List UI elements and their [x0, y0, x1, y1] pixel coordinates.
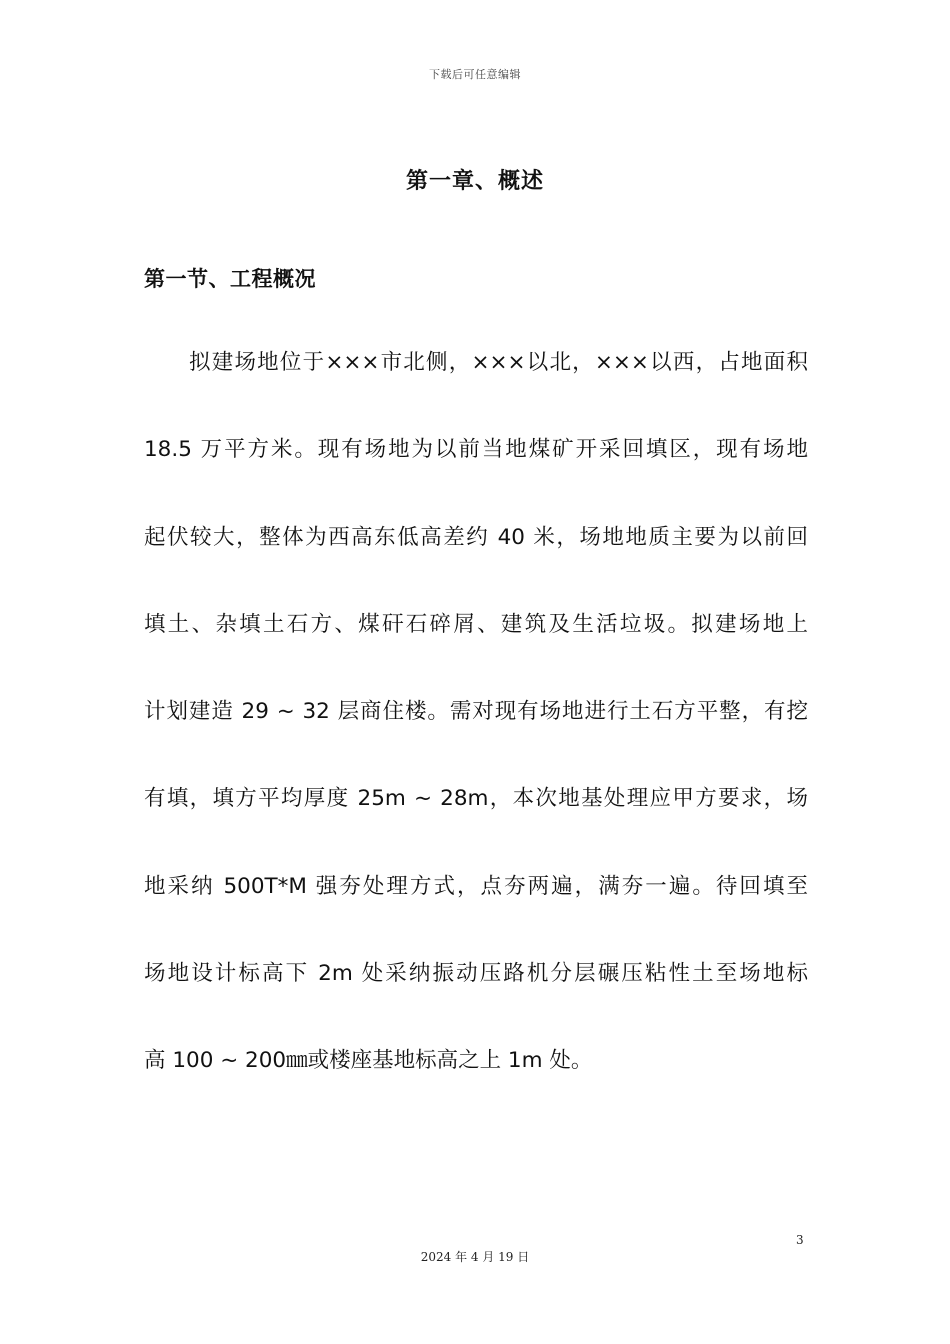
footer-date: 2024 年 4 月 19 日 [420, 1250, 530, 1264]
body-line: 拟建场地位于×××市北侧，×××以北，×××以西，占地面积 [189, 350, 808, 375]
header-note: 下载后可任意编辑 [429, 68, 521, 81]
body-line: 起伏较大，整体为西高东低高差约 40 米，场地地质主要为以前回 [144, 524, 808, 550]
body-line: 填土、杂填土石方、煤矸石碎屑、建筑及生活垃圾。拟建场地上 [144, 611, 808, 637]
body-paragraph [144, 341, 808, 1127]
body-line: 计划建造 29 ~ 32 层商住楼。需对现有场地进行土石方平整，有挖 [144, 699, 808, 725]
body-line: 18.5 万平方米。现有场地为以前当地煤矿开采回填区，现有场地 [144, 437, 808, 463]
chapter-title: 第一章、概述 [405, 169, 544, 194]
body-line: 有填，填方平均厚度 25m ~ 28m，本次地基处理应甲方要求，场 [144, 786, 808, 812]
body-line: 地采纳 500T*M 强夯处理方式，点夯两遍，满夯一遍。待回填至 [144, 873, 808, 899]
section-title: 第一节、工程概况 [144, 267, 316, 291]
page-number: 3 [796, 1233, 804, 1247]
body-line: 场地设计标高下 2m 处采纳振动压路机分层碾压粘性土至场地标 [144, 961, 808, 987]
body-line: 高 100 ~ 200㎜或楼座基地标高之上 1m 处。 [144, 1048, 593, 1074]
